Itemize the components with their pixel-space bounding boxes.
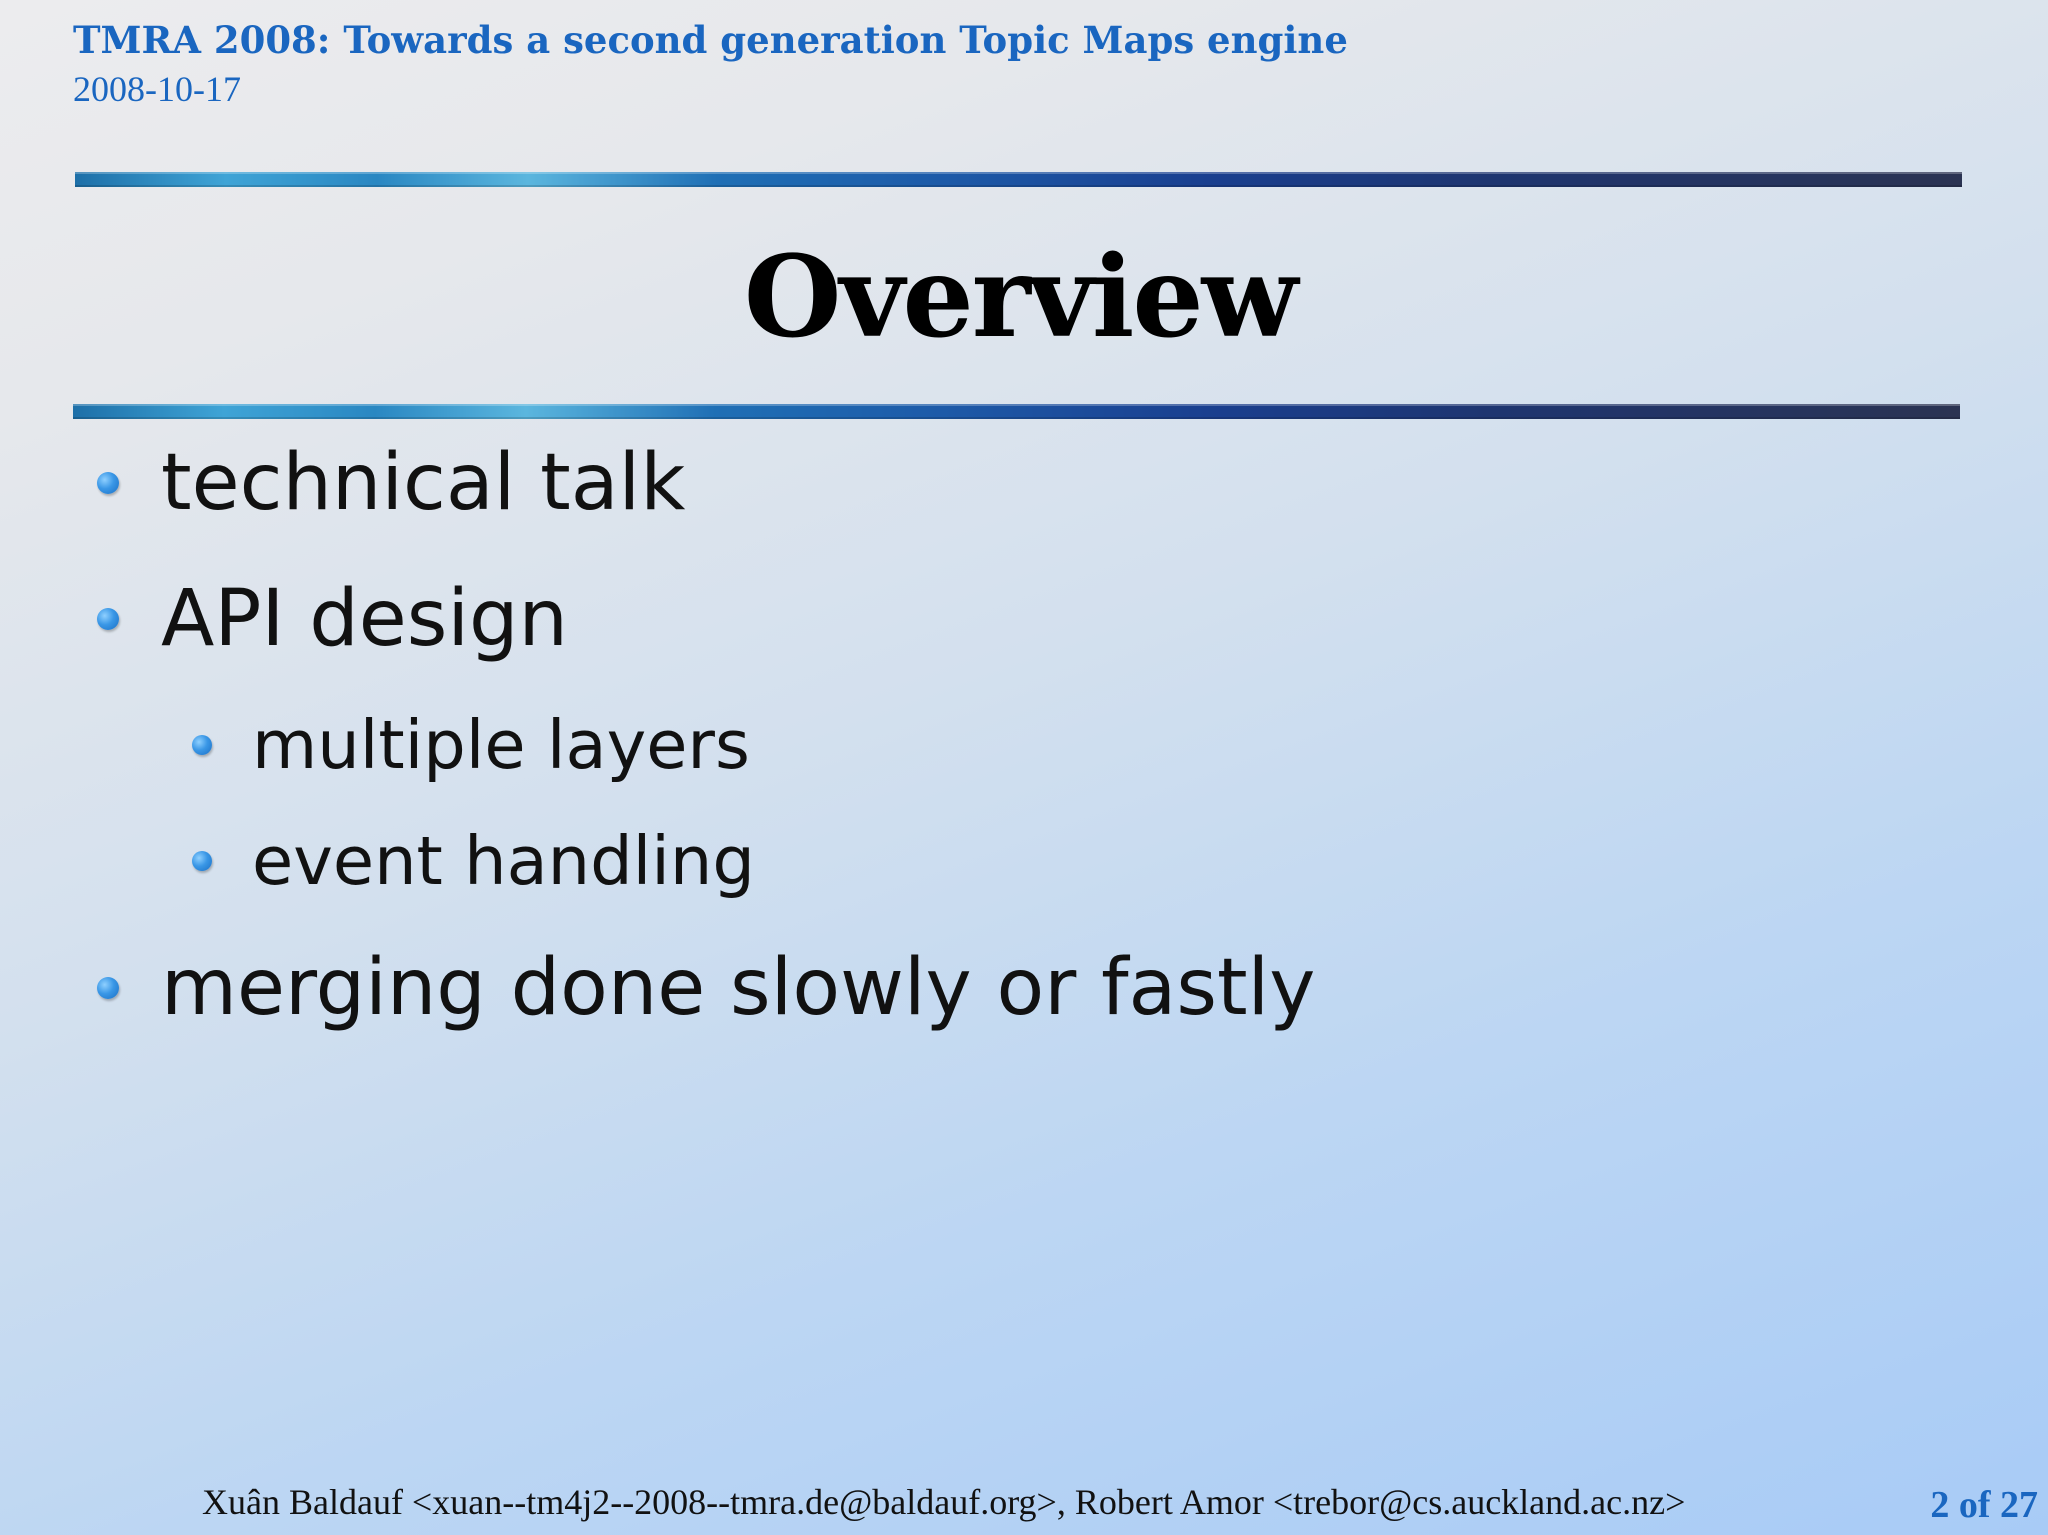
bullet-dot-icon [192, 735, 212, 755]
bullet-text: merging done slowly or fastly [161, 943, 1316, 1033]
bullet-text: API design [161, 574, 568, 664]
footer-authors: Xuân Baldauf <xuan--tm4j2--2008--tmra.de@baldauf.org>, Robert Amor <trebor@cs.auckland.ac.nz> [202, 1482, 1686, 1522]
page-number: 2 of 27 [1930, 1484, 2038, 1526]
bullet-dot-icon [97, 608, 119, 630]
header-date: 2008-10-17 [73, 69, 241, 109]
bullet-text: multiple layers [252, 706, 750, 784]
bullet-item [97, 438, 685, 528]
bullet-dot-icon [97, 472, 119, 494]
bullet-dot-icon [192, 851, 212, 871]
bullet-text: technical talk [161, 438, 686, 528]
bottom-divider [73, 404, 1960, 419]
bullet-item [97, 943, 1315, 1033]
bullet-item [97, 574, 568, 664]
slide-title: Overview [743, 232, 1297, 363]
top-divider [75, 172, 1962, 187]
header-title: TMRA 2008: Towards a second generation Topic Maps engine [73, 18, 1348, 62]
sub-bullet-item [192, 822, 755, 900]
bullet-dot-icon [97, 977, 119, 999]
bullet-text: event handling [252, 822, 755, 900]
sub-bullet-item [192, 706, 750, 784]
